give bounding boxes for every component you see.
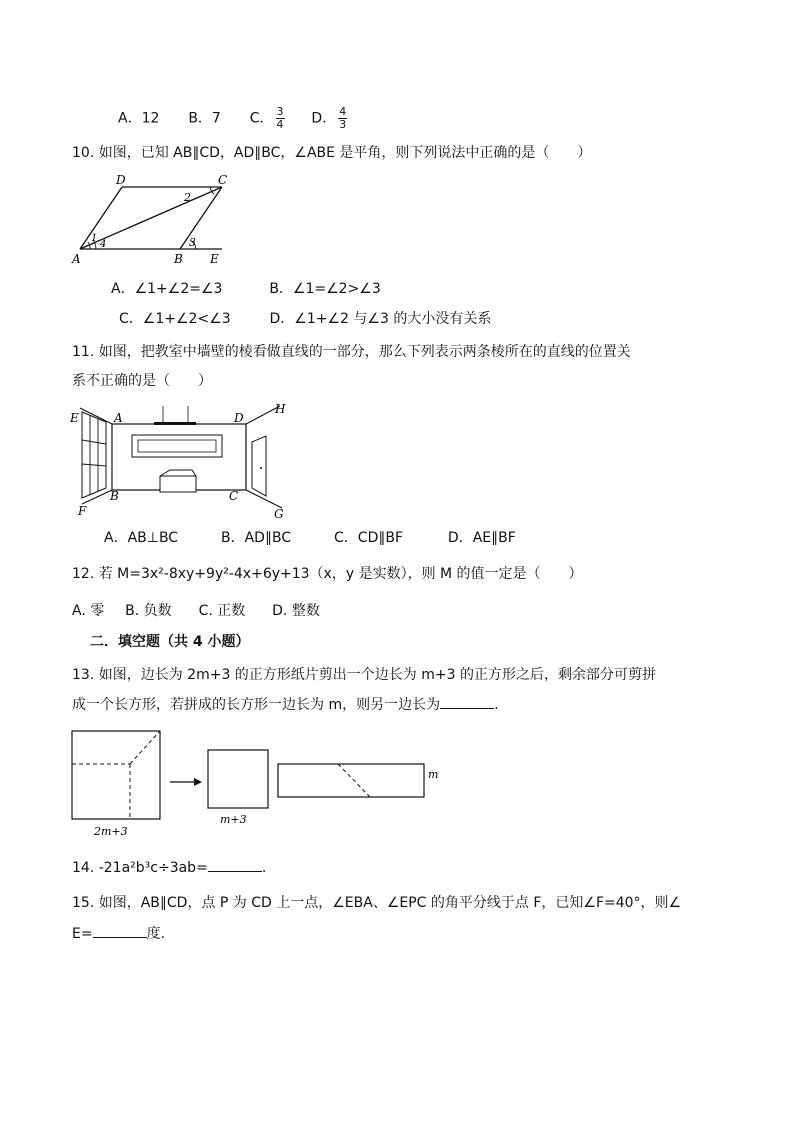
q9-option-c-fraction bbox=[276, 106, 285, 131]
q10-option-a: A．∠1+∠2=∠3 bbox=[111, 281, 223, 297]
q13-square-figure bbox=[68, 728, 448, 840]
q10-label-a: A bbox=[72, 252, 81, 266]
q10-options-row1 bbox=[111, 279, 381, 299]
q10-label-b: B bbox=[174, 252, 183, 266]
q11-option-b: B．AD∥BC bbox=[221, 530, 292, 546]
q11-label-a: A bbox=[114, 411, 123, 425]
q10-label-c: C bbox=[218, 173, 228, 187]
q12-option-b: B. 负数 bbox=[125, 603, 172, 619]
q11-label-h: H bbox=[275, 402, 286, 416]
q11-label-c: C bbox=[229, 489, 239, 503]
q13-stem-line2 bbox=[72, 694, 499, 715]
q11-blackboard bbox=[132, 435, 222, 457]
q11-label-g: G bbox=[274, 507, 284, 520]
q13-label-big: 2m+3 bbox=[94, 825, 128, 838]
q9-option-d-prefix: D． bbox=[311, 110, 337, 127]
q9-c-numerator: 3 bbox=[276, 105, 284, 118]
q11-option-a: A．AB⊥BC bbox=[104, 530, 179, 546]
q15-stem-line2 bbox=[72, 923, 165, 944]
q11-option-c: C．CD∥BF bbox=[334, 530, 404, 546]
q13-label-side: m bbox=[428, 768, 439, 781]
q9-option-b: B．7 bbox=[188, 110, 221, 127]
q9-option-c-prefix: C． bbox=[249, 110, 274, 127]
q10-option-d: D．∠1+∠2 与∠3 的大小没有关系 bbox=[269, 311, 492, 327]
q9-c-denominator: 4 bbox=[276, 118, 284, 131]
q11-label-e: E bbox=[70, 411, 79, 425]
q13-big-square bbox=[72, 731, 160, 819]
q14-expression: 14. -21a²b³c÷3ab= bbox=[72, 860, 208, 876]
q13-answer-blank[interactable] bbox=[440, 694, 494, 709]
q13-small-square bbox=[208, 750, 268, 808]
q11-classroom-figure bbox=[68, 400, 293, 520]
q9-options bbox=[118, 106, 349, 131]
q11-stem-line2: 系不正确的是（ ） bbox=[72, 373, 212, 389]
q10-label-2: 2 bbox=[184, 191, 191, 204]
q10-option-c: C．∠1+∠2<∠3 bbox=[119, 311, 231, 327]
q10-label-4: 4 bbox=[100, 239, 107, 250]
section-fill-in-title: 二．填空题（共 4 小题） bbox=[90, 634, 250, 650]
q9-option-d-fraction bbox=[338, 106, 347, 131]
q15-line2-prefix: E= bbox=[72, 926, 93, 942]
q11-label-b: B bbox=[110, 489, 119, 503]
q12-option-a: A. 零 bbox=[72, 603, 105, 619]
q11-options bbox=[104, 528, 516, 548]
q15-stem-line1: 15. 如图，AB∥CD，点 P 为 CD 上一点，∠EBA、∠EPC 的角平分线于点 F，已知∠F=40°，则∠ bbox=[72, 895, 682, 911]
q10-stem: 10. 如图，已知 AB∥CD，AD∥BC，∠ABE 是平角，则下列说法中正确的是（ ） bbox=[72, 145, 592, 161]
q13-stem-line2-end: . bbox=[494, 697, 499, 713]
q9-d-numerator: 4 bbox=[339, 105, 347, 118]
q9-option-a: A．12 bbox=[118, 110, 160, 127]
q10-parallelogram-figure bbox=[70, 170, 240, 268]
q13-stem-line1: 13. 如图，边长为 2m+3 的正方形纸片剪出一个边长为 m+3 的正方形之后，剩余部分可剪拼 bbox=[72, 667, 656, 683]
q10-option-b: B．∠1=∠2>∠3 bbox=[269, 281, 381, 297]
q15-line2-suffix: 度. bbox=[146, 926, 166, 942]
q9-d-denominator: 3 bbox=[339, 118, 347, 131]
q13-stem-line2-text: 成一个长方形，若拼成的长方形一边长为 m，则另一边长为 bbox=[72, 697, 441, 713]
q12-stem: 12. 若 M=3x²-8xy+9y²-4x+6y+13（x，y 是实数），则 M 的值一定是（ ） bbox=[72, 566, 583, 582]
q11-label-f: F bbox=[78, 504, 87, 518]
q12-option-d: D. 整数 bbox=[272, 603, 320, 619]
q14-end: . bbox=[261, 860, 267, 876]
q10-label-3: 3 bbox=[189, 236, 196, 249]
q10-label-d: D bbox=[116, 173, 126, 187]
q15-answer-blank[interactable] bbox=[93, 923, 147, 938]
q11-label-d: D bbox=[234, 411, 244, 425]
q10-label-e: E bbox=[210, 252, 219, 266]
q11-stem-line1: 11. 如图，把教室中墙壁的棱看做直线的一部分，那么下列表示两条棱所在的直线的位置关 bbox=[72, 344, 631, 360]
q10-label-1: 1 bbox=[91, 233, 98, 244]
q13-rectangle bbox=[278, 764, 424, 797]
q13-label-small: m+3 bbox=[220, 813, 247, 826]
q12-options bbox=[72, 601, 320, 621]
q12-option-c: C. 正数 bbox=[198, 603, 246, 619]
q11-option-d: D．AE∥BF bbox=[447, 530, 516, 546]
q14-answer-blank[interactable] bbox=[208, 857, 262, 872]
q14-stem bbox=[72, 857, 266, 878]
q10-options-row2 bbox=[119, 309, 491, 329]
